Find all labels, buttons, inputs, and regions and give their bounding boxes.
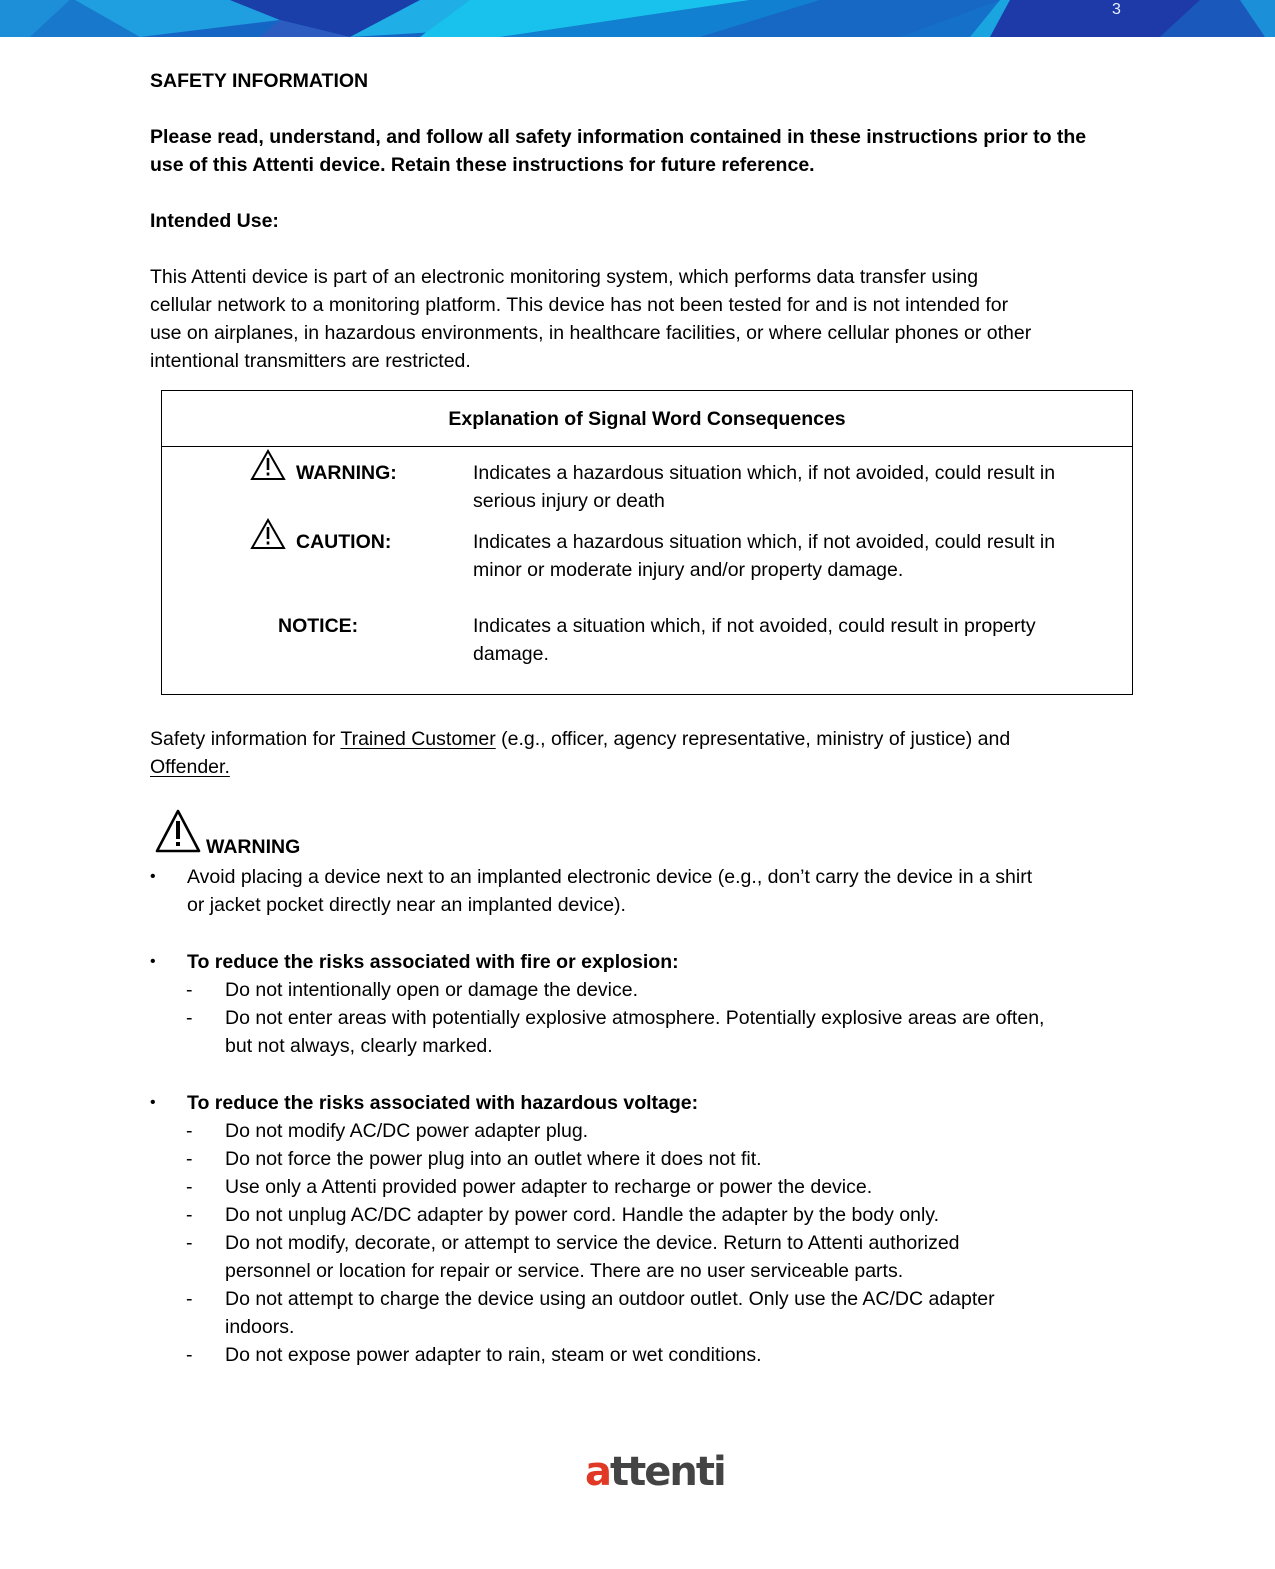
desc-line: Indicates a situation which, if not avoided, could result in property: [473, 615, 1036, 637]
voltage-item: [225, 1229, 1135, 1285]
offender-term: Offender.: [150, 756, 230, 778]
signal-table-title: Explanation of Signal Word Consequences: [162, 391, 1132, 447]
warning-item: [187, 863, 1127, 919]
signal-label-notice: NOTICE:: [278, 615, 359, 637]
trained-customer-term: Trained Customer: [340, 728, 496, 750]
intro-line-2: use of this Attenti device. Retain these instructions for future reference.: [150, 154, 815, 176]
signal-label-warning: WARNING:: [296, 462, 397, 484]
item-line: Avoid placing a device next to an implanted electronic device (e.g., don’t carry the device in a shirt: [187, 866, 1033, 888]
voltage-item: Do not unplug AC/DC adapter by power cord. Handle the adapter by the body only.: [225, 1204, 939, 1226]
voltage-item: Do not force the power plug into an outlet where it does not fit.: [225, 1148, 762, 1170]
signal-desc-warning: [473, 459, 1123, 515]
voltage-heading: To reduce the risks associated with hazardous voltage:: [187, 1092, 699, 1114]
dash-icon: -: [186, 1204, 193, 1226]
attenti-logo: [585, 1449, 725, 1495]
warning-triangle-icon: [250, 449, 286, 481]
desc-line: minor or moderate injury and/or property damage.: [473, 559, 904, 581]
dash-icon: -: [186, 1007, 193, 1029]
voltage-item: Do not expose power adapter to rain, steam or wet conditions.: [225, 1344, 762, 1366]
page-number: 3: [1112, 1, 1121, 18]
warning-block-heading: WARNING: [206, 836, 301, 858]
signal-desc-caution: [473, 528, 1123, 584]
dash-icon: -: [186, 979, 193, 1001]
desc-line: damage.: [473, 643, 549, 665]
logo-accent-letter: a: [585, 1449, 610, 1495]
bullet-icon: •: [150, 1094, 156, 1111]
signal-label-caution: CAUTION:: [296, 531, 392, 553]
dash-icon: -: [186, 1176, 193, 1198]
audience-prefix: Safety information for: [150, 728, 341, 750]
signal-word-table: [161, 390, 1133, 695]
desc-line: Indicates a hazardous situation which, if not avoided, could result in: [473, 462, 1056, 484]
bullet-icon: •: [150, 868, 156, 885]
intended-use-line: cellular network to a monitoring platform. This device has not been tested for and is not intended for: [150, 294, 1009, 316]
voltage-item: Do not modify AC/DC power adapter plug.: [225, 1120, 589, 1142]
desc-line: Indicates a hazardous situation which, if not avoided, could result in: [473, 531, 1056, 553]
warning-large-triangle-icon: [154, 808, 202, 854]
intended-use-heading: Intended Use:: [150, 210, 279, 232]
item-line: Do not modify, decorate, or attempt to service the device. Return to Attenti authorized: [225, 1232, 960, 1254]
dash-icon: -: [186, 1288, 193, 1310]
dash-icon: -: [186, 1148, 193, 1170]
dash-icon: -: [186, 1232, 193, 1254]
item-line: but not always, clearly marked.: [225, 1035, 493, 1057]
fire-explosion-heading: To reduce the risks associated with fire or explosion:: [187, 951, 679, 973]
intended-use-line: use on airplanes, in hazardous environments, in healthcare facilities, or where cellular phones or other: [150, 322, 1032, 344]
audience-middle: (e.g., officer, agency representative, ministry of justice) and: [495, 728, 1011, 750]
dash-icon: -: [186, 1120, 193, 1142]
item-line: indoors.: [225, 1316, 295, 1338]
dash-icon: -: [186, 1344, 193, 1366]
fire-item: [225, 1004, 1135, 1060]
logo-text: ttenti: [610, 1449, 725, 1495]
audience-line: [150, 725, 1010, 753]
intro-line-1: Please read, understand, and follow all safety information contained in these instructions prior to the: [150, 126, 1087, 148]
intended-use-line: intentional transmitters are restricted.: [150, 350, 471, 372]
caution-triangle-icon: [250, 518, 286, 550]
voltage-item: [225, 1285, 1135, 1341]
intended-use-line: This Attenti device is part of an electronic monitoring system, which performs data transfer using: [150, 266, 979, 288]
signal-desc-notice: [473, 612, 1123, 668]
item-line: Do not attempt to charge the device using an outdoor outlet. Only use the AC/DC adapter: [225, 1288, 995, 1310]
item-line: personnel or location for repair or service. There are no user serviceable parts.: [225, 1260, 904, 1282]
section-title: SAFETY INFORMATION: [150, 70, 369, 92]
voltage-item: Use only a Attenti provided power adapter to recharge or power the device.: [225, 1176, 873, 1198]
item-line: or jacket pocket directly near an implanted device).: [187, 894, 626, 916]
fire-item: Do not intentionally open or damage the device.: [225, 979, 639, 1001]
item-line: Do not enter areas with potentially explosive atmosphere. Potentially explosive areas are often,: [225, 1007, 1045, 1029]
bullet-icon: •: [150, 953, 156, 970]
audience-line-2: [150, 753, 230, 781]
desc-line: serious injury or death: [473, 490, 665, 512]
header-banner: [0, 0, 1275, 37]
banner-pattern: [0, 0, 1275, 37]
